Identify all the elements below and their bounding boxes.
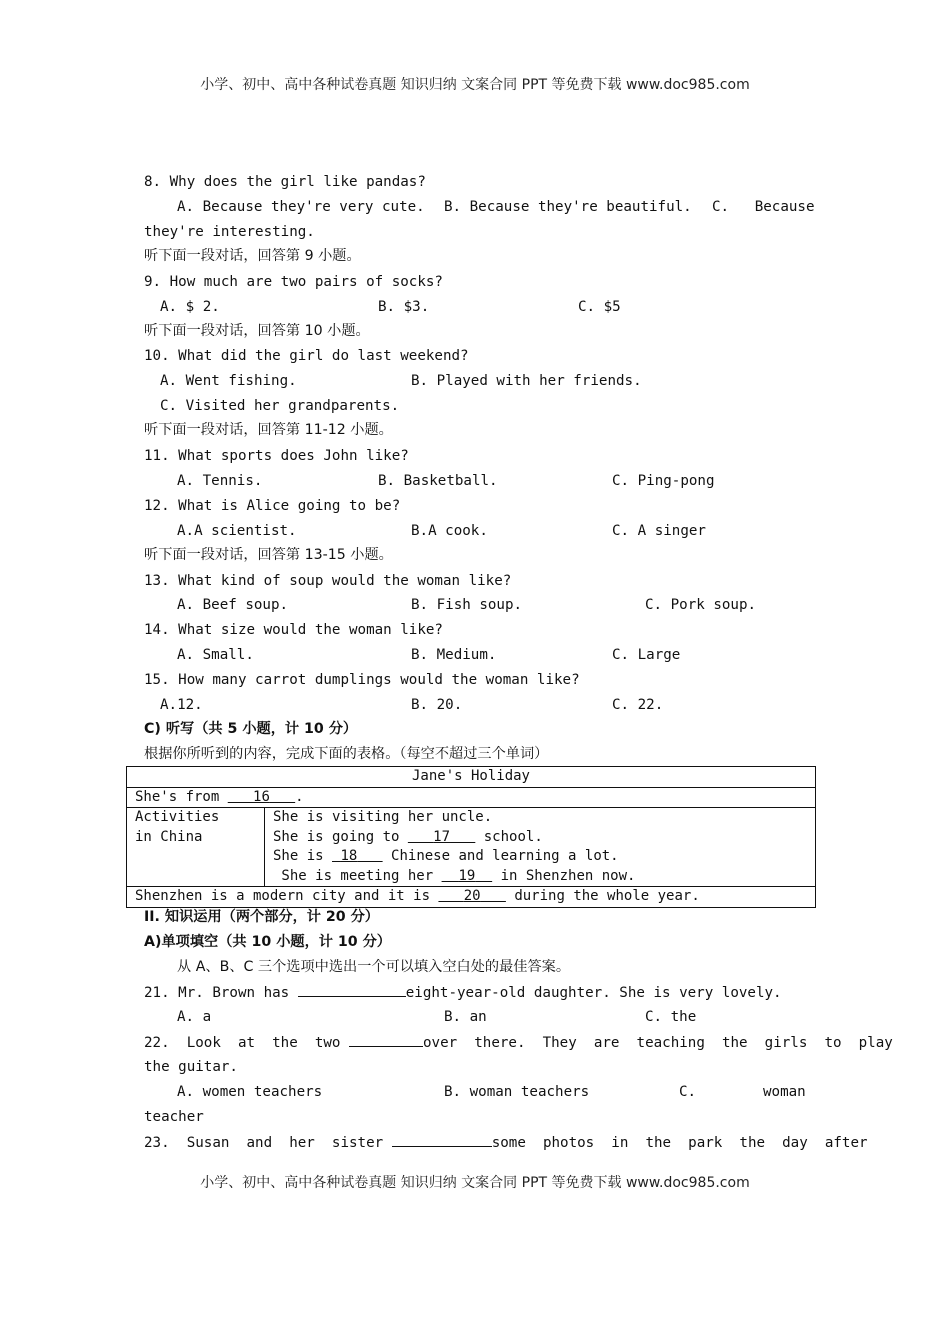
activities-label-cell: [127, 808, 265, 887]
section-c-heading: C) 听写（共 5 小题，计 10 分）: [144, 721, 358, 737]
blank-16-number: 16: [253, 788, 270, 805]
q12-option-a: A.A scientist.: [177, 523, 297, 539]
q8-stem: 8. Why does the girl like pandas?: [144, 174, 426, 190]
q12-option-b: B.A cook.: [411, 523, 488, 539]
q9-option-a: A. $ 2.: [160, 299, 220, 315]
q9-option-b: B. $3.: [378, 299, 430, 315]
blank-19[interactable]: [442, 868, 493, 884]
activity-3-pre: She is: [273, 848, 333, 864]
q21-option-b: B. an: [444, 1009, 487, 1025]
q12-stem: 12. What is Alice going to be?: [144, 498, 401, 514]
q11-option-c: C. Ping-pong: [612, 473, 715, 489]
q22-option-c-end: woman: [763, 1084, 806, 1100]
section-2a-heading: A)单项填空（共 10 小题，计 10 分）: [144, 934, 391, 950]
activity-2-pre: She is going to: [273, 828, 408, 845]
q21-stem-pre: 21. Mr. Brown has: [144, 985, 298, 1001]
activities-label-line1: Activities: [135, 809, 220, 825]
blank-16[interactable]: [228, 789, 295, 805]
q9-stem: 9. How much are two pairs of socks?: [144, 274, 443, 290]
q22-stem-post: over there. They are teaching the girls to play: [423, 1035, 893, 1051]
instruction-q13-15: 听下面一段对话，回答第 13-15 小题。: [144, 547, 393, 563]
activity-4-pre: She is meeting her: [273, 867, 442, 884]
q22-option-b: B. woman teachers: [444, 1084, 590, 1100]
q10-option-c: C. Visited her grandparents.: [160, 398, 400, 414]
q22-stem: [144, 1032, 893, 1053]
blank-17-number: 17: [433, 828, 451, 845]
section-2-heading: II. 知识运用（两个部分，计 20 分）: [144, 909, 379, 925]
row-from-end: .: [295, 788, 304, 805]
q8-option-b: B. Because they're beautiful.: [444, 199, 692, 215]
table-row-from: [127, 787, 816, 808]
q22-option-a: A. women teachers: [177, 1084, 323, 1100]
q10-stem: 10. What did the girl do last weekend?: [144, 348, 469, 364]
q14-option-c: C. Large: [612, 647, 681, 663]
q11-stem: 11. What sports does John like?: [144, 448, 409, 464]
section-c-instruction: 根据你所听到的内容，完成下面的表格。（每空不超过三个单词）: [144, 746, 549, 762]
activities-label-line2: in China: [135, 828, 203, 845]
activity-2-post: school.: [475, 828, 543, 845]
q23-stem-post: some photos in the park the day after: [491, 1135, 868, 1151]
table-row-shenzhen: [127, 887, 816, 908]
q21-option-a: A. a: [177, 1009, 212, 1025]
q22-option-c-cont: teacher: [144, 1109, 204, 1125]
blank-19-number: 19: [458, 867, 476, 884]
q23-stem: [144, 1132, 868, 1153]
blank-17[interactable]: [408, 829, 475, 845]
q21-option-c: C. the: [645, 1009, 697, 1025]
activity-1: She is visiting her uncle.: [273, 809, 493, 825]
q14-option-a: A. Small.: [177, 647, 254, 663]
page-header: 小学、初中、高中各种试卷真题 知识归纳 文案合同 PPT 等免费下载 www.doc985.com: [200, 77, 750, 93]
instruction-q11-12: 听下面一段对话，回答第 11-12 小题。: [144, 422, 393, 438]
row-shenzhen-pre: Shenzhen is a modern city and it is: [135, 888, 439, 904]
activities-cell: [265, 808, 816, 887]
q10-option-a: A. Went fishing.: [160, 373, 297, 389]
q15-option-c: C. 22.: [612, 697, 664, 713]
blank-20[interactable]: [438, 888, 505, 904]
q14-option-b: B. Medium.: [411, 647, 497, 663]
row-from-text: She's from: [135, 788, 228, 805]
blank-18-number: 18: [340, 848, 358, 864]
q11-option-a: A. Tennis.: [177, 473, 263, 489]
q15-option-a: A.12.: [160, 697, 203, 713]
q22-option-c: C.: [679, 1084, 697, 1100]
activity-4-post: in Shenzhen now.: [492, 867, 636, 884]
q21-blank[interactable]: [298, 982, 406, 997]
activity-3-post: Chinese and learning a lot.: [382, 848, 619, 864]
q21-stem: [144, 982, 782, 1003]
page-footer: 小学、初中、高中各种试卷真题 知识归纳 文案合同 PPT 等免费下载 www.doc985.com: [200, 1175, 750, 1191]
q22-blank[interactable]: [349, 1032, 423, 1047]
q23-stem-pre: 23. Susan and her sister: [144, 1135, 392, 1151]
activity-2: [273, 828, 807, 848]
q9-option-c: C. $5: [578, 299, 621, 315]
q15-stem: 15. How many carrot dumplings would the woman like?: [144, 672, 580, 688]
q22-stem-cont: the guitar.: [144, 1059, 238, 1075]
q10-option-b: B. Played with her friends.: [411, 373, 642, 389]
q15-option-b: B. 20.: [411, 697, 463, 713]
blank-20-number: 20: [463, 888, 481, 904]
q21-stem-post: eight-year-old daughter. She is very lovely.: [405, 985, 782, 1001]
row-shenzhen-post: during the whole year.: [505, 888, 700, 904]
janes-holiday-table: [126, 766, 816, 908]
q12-option-c: C. A singer: [612, 523, 706, 539]
instruction-q10: 听下面一段对话，回答第 10 小题。: [144, 323, 370, 339]
q8-option-c-cont: they're interesting.: [144, 224, 315, 240]
instruction-q9: 听下面一段对话，回答第 9 小题。: [144, 248, 361, 264]
table-title: Jane's Holiday: [127, 767, 816, 788]
q13-stem: 13. What kind of soup would the woman like?: [144, 573, 512, 589]
q22-stem-pre: 22. Look at the two: [144, 1035, 349, 1051]
activity-3: [273, 847, 807, 867]
q13-option-c: C. Pork soup.: [645, 597, 757, 613]
q23-blank[interactable]: [392, 1132, 492, 1147]
q13-option-b: B. Fish soup.: [411, 597, 523, 613]
activity-4: [273, 867, 807, 887]
blank-18[interactable]: [332, 848, 383, 864]
q8-option-c: C. Because: [712, 199, 815, 215]
q8-option-a: A. Because they're very cute.: [177, 199, 425, 215]
section-2a-instruction: 从 A、B、C 三个选项中选出一个可以填入空白处的最佳答案。: [177, 959, 571, 975]
q11-option-b: B. Basketball.: [378, 473, 498, 489]
q14-stem: 14. What size would the woman like?: [144, 622, 443, 638]
q13-option-a: A. Beef soup.: [177, 597, 289, 613]
